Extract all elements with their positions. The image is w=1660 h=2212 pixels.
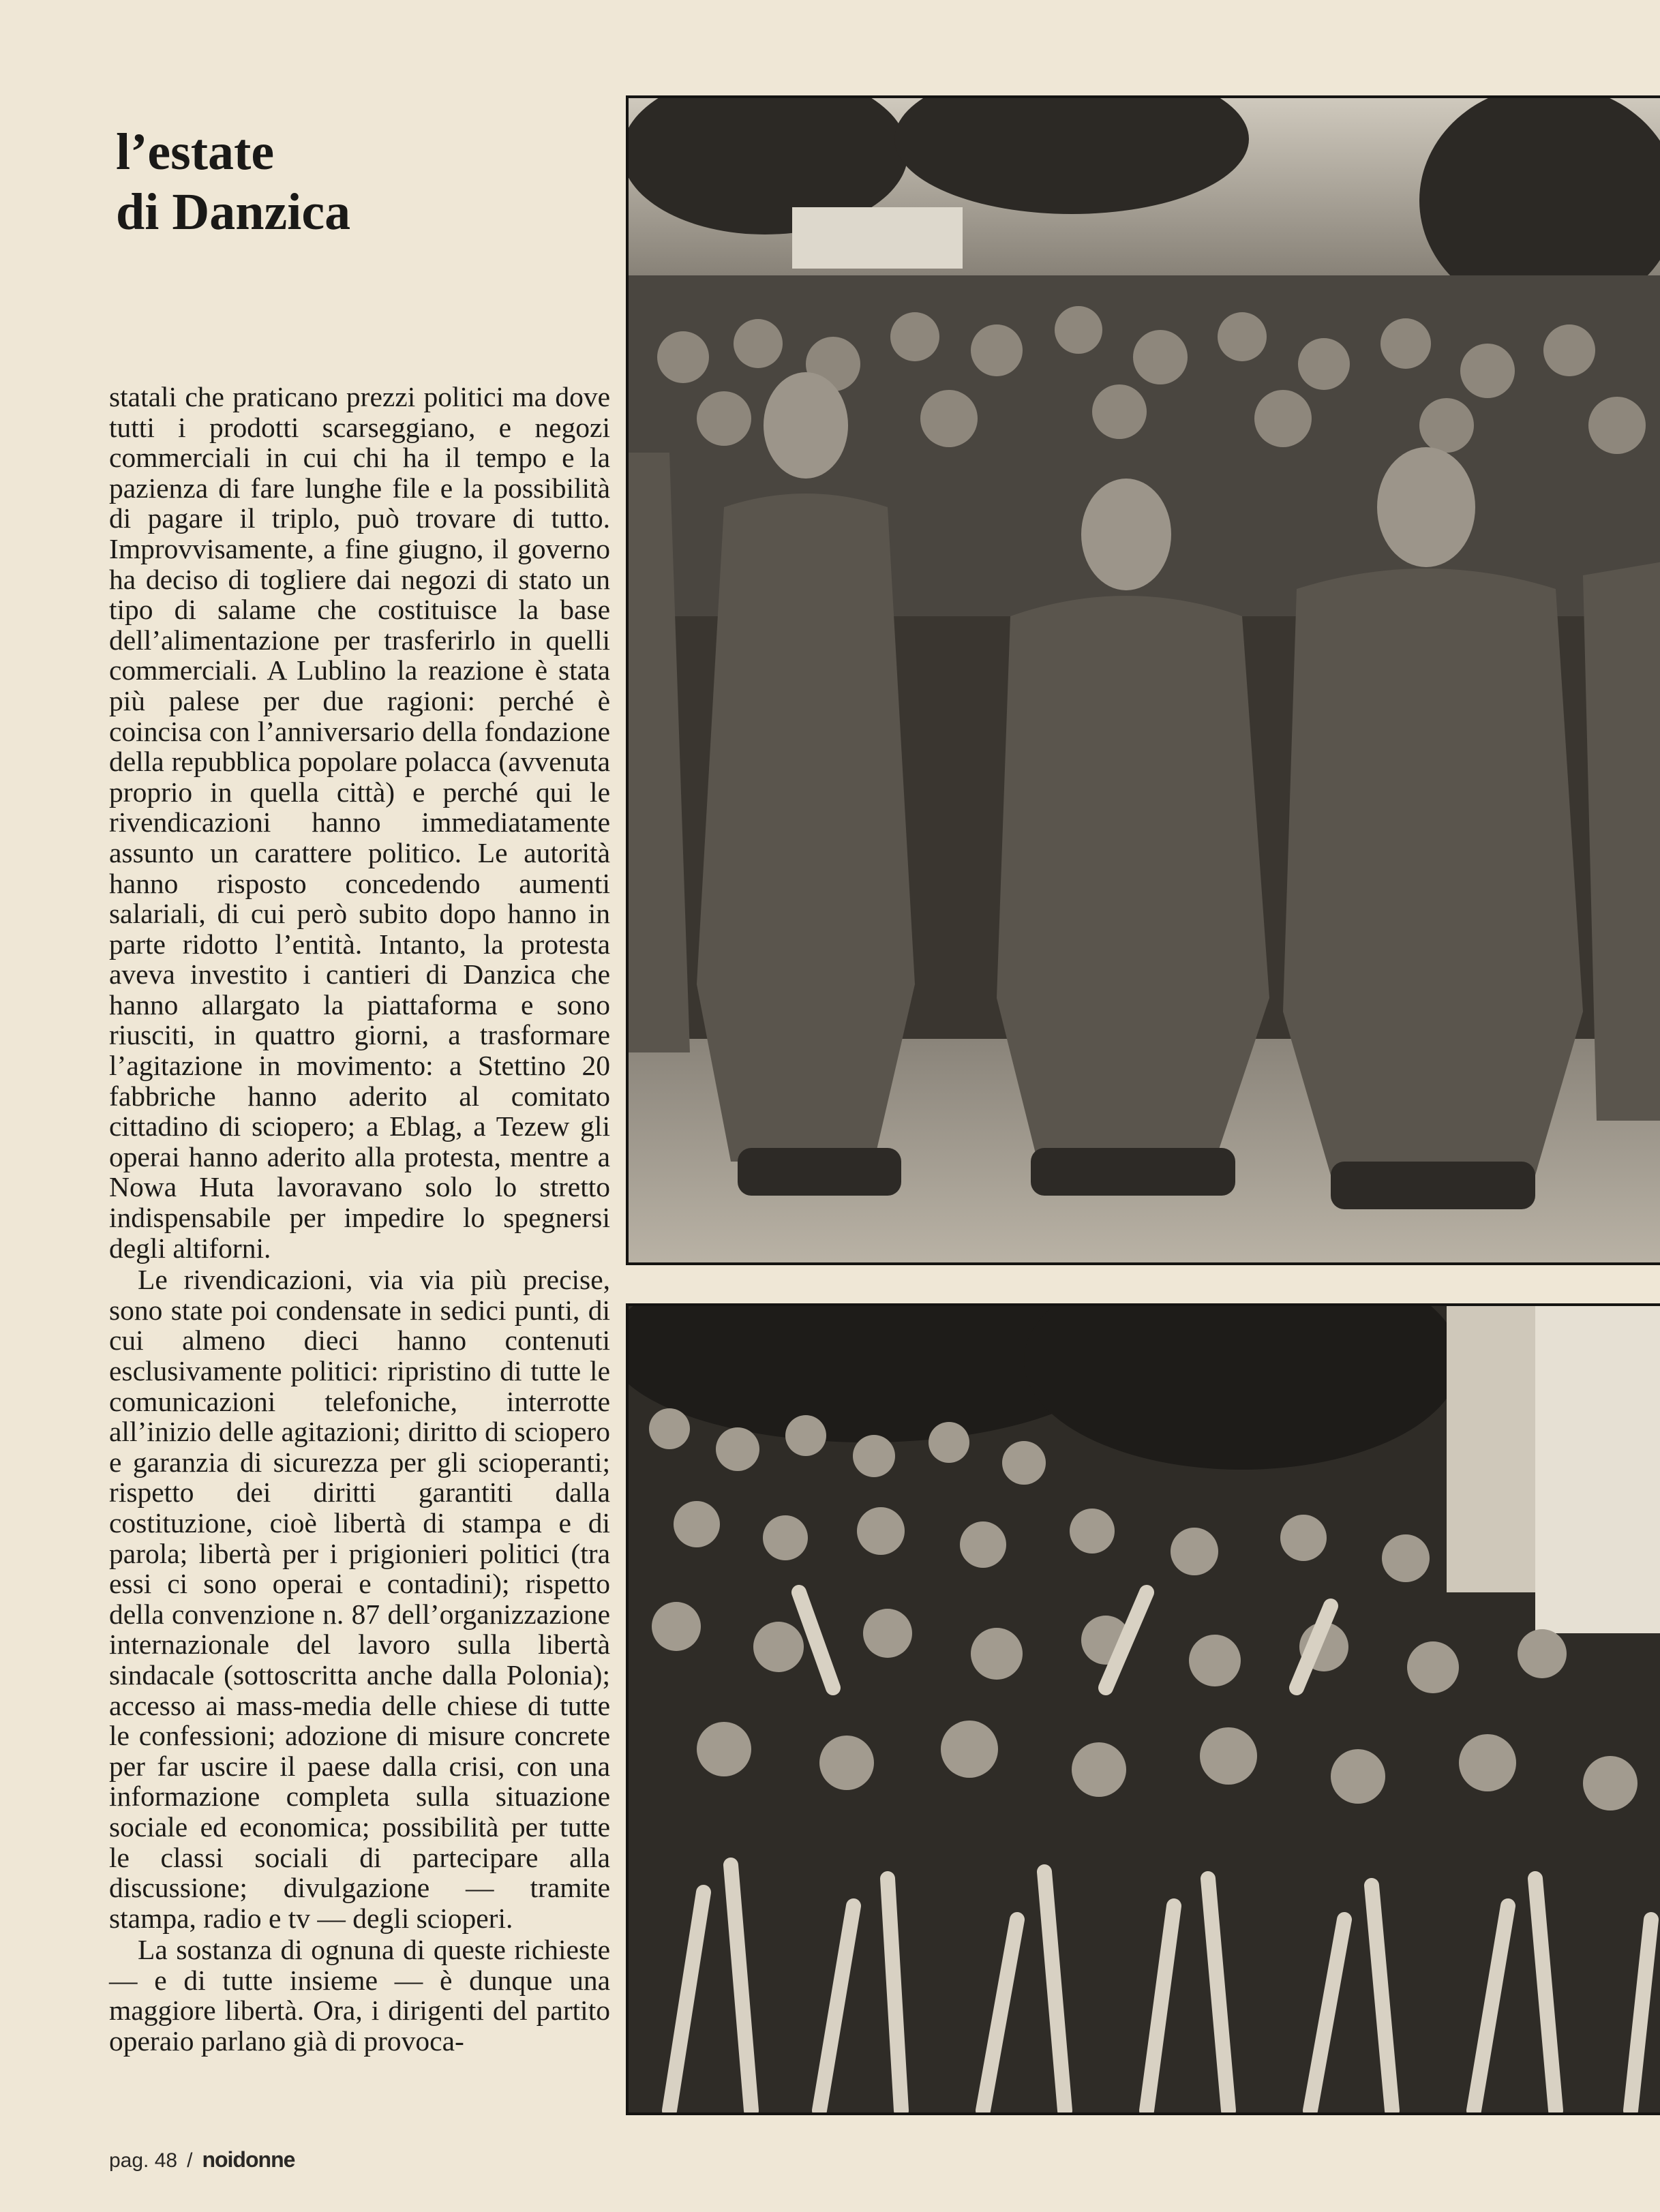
article-title: [116, 122, 607, 242]
title-line-2: di Danzica: [116, 183, 351, 241]
photo-kneeling-workers-image: [629, 98, 1660, 1262]
paragraph-3: La sostanza di ognuna di queste richieste — e di tutte insieme — è dunque una maggiore libertà. Ora, i dirigenti del partito operaio parlano già di provoca-: [109, 1934, 610, 2057]
photo-kneeling-workers: [626, 95, 1660, 1265]
article-body: [109, 382, 610, 2057]
footer-separator: /: [187, 2149, 193, 2172]
page-footer: [109, 2147, 295, 2175]
paragraph-2: Le rivendicazioni, via via più precise, sono state poi condensate in sedici punti, di cui almeno dieci hanno contenuti esclusivamente politici: ripristino di tutte le comunicazioni telefoniche, interrotte all’inizio delle agitazioni; diritto di sciopero e garanzia di sicurezza per gli scioperanti; rispetto dei diritti garantiti dalla costituzione, cioè libertà di stampa e di parola; libertà per i prigionieri politici (tra essi ci sono operai e contadini); rispetto della convenzione n. 87 dell’organizzazione internazionale del lavoro sulla libertà sindacale (sottoscritta anche dalla Polonia); accesso ai mass-media delle chiese di tutte le confessioni; adozione di misure concrete per far uscire il paese dalla crisi, con una informazione completa sulla situazione sociale ed economica; possibilità per tutte le classi sociali di partecipare alla discussione; divulgazione — tramite stampa, radio e tv — degli scioperi.: [109, 1264, 610, 1934]
magazine-logo: noidonne: [202, 2147, 295, 2172]
paragraph-1: statali che praticano prezzi politici ma dove tutti i prodotti scarseggiano, e negozi commerciali in cui chi ha il tempo e la pazienza di fare lunghe file e la possibilità di pagare il triplo, può trovare di tutto. Improvvisamente, a fine giugno, il governo ha deciso di togliere dai negozi di stato un tipo di salame che costituisce la base dell’alimentazione per trasferirlo in quelli commerciali. A Lublino la reazione è stata più palese per due ragioni: perché è coincisa con l’anniversario della fondazione della repubblica popolare polacca (avvenuta proprio in quella città) e perché qui le rivendicazioni hanno immediatamente assunto un carattere politico. Le autorità hanno risposto concedendo aumenti salariali, di cui però subito dopo hanno in parte ridotto l’entità. Intanto, la protesta aveva investito i cantieri di Danzica che hanno allargato la piattaforma e sono riusciti, in quattro giorni, a trasformare l’agitazione in movimento: a Stettino 20 fabbriche hanno aderito al comitato cittadino di sciopero; a Eblag, a Tezew gli operai hanno aderito alla protesta, mentre a Nowa Huta lavoravano solo lo stretto indispensabile per impedire lo spegnersi degli altiforni.: [109, 381, 610, 1264]
photo-crowd-image: [629, 1306, 1660, 2112]
title-line-1: l’estate: [116, 123, 275, 181]
photo-crowd-raised-hands: [626, 1303, 1660, 2115]
page-number: pag. 48: [109, 2149, 178, 2172]
